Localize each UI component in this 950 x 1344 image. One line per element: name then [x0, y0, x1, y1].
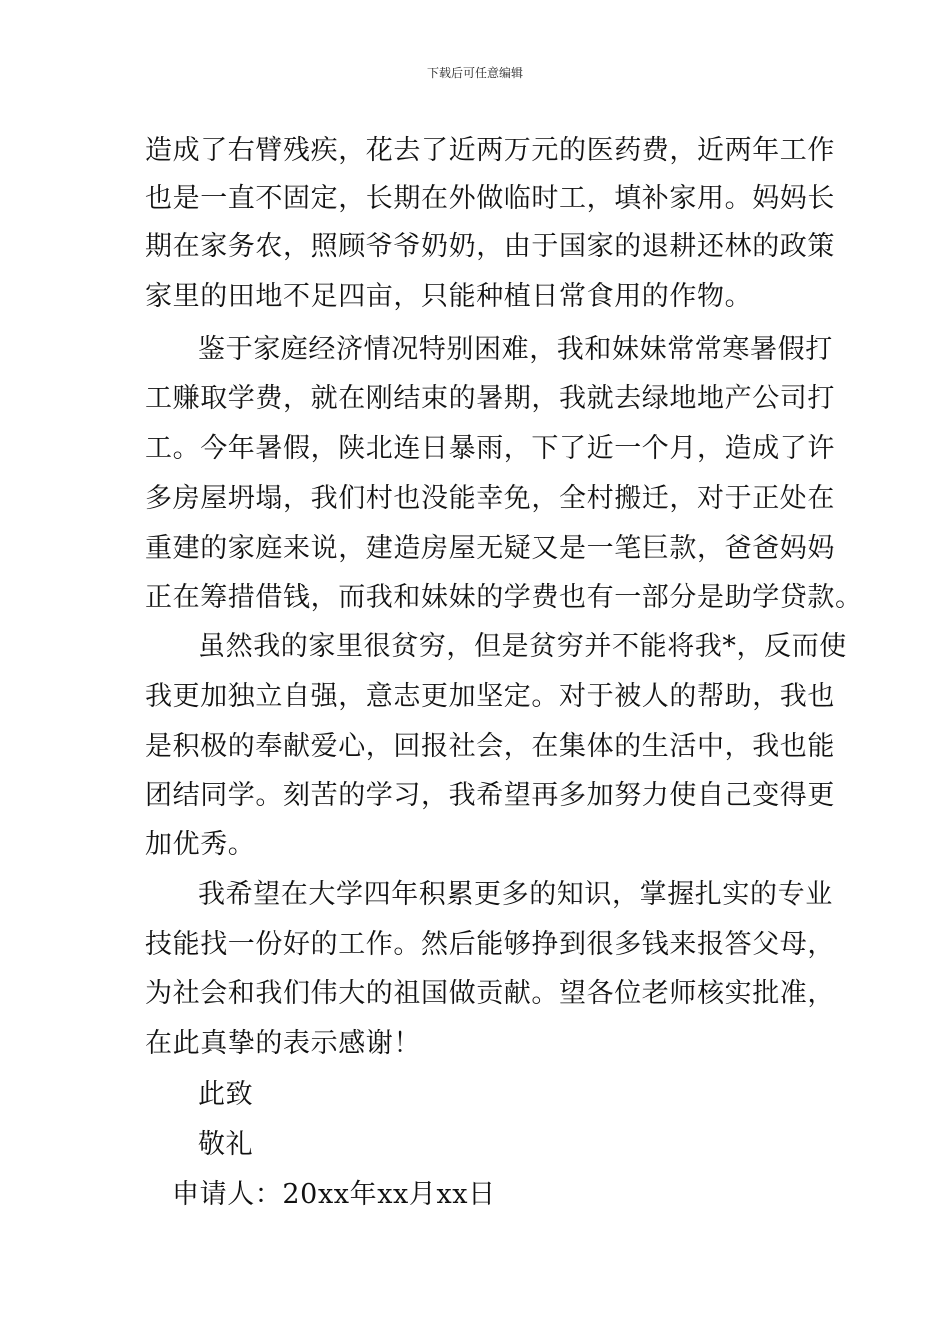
- body-line: 我更加独立自强，意志更加坚定。对于被人的帮助，我也: [145, 681, 835, 712]
- body-line: 团结同学。刻苦的学习，我希望再多加努力使自己变得更: [145, 780, 835, 811]
- paragraph-first-line: 虽然我的家里很贫穷，但是贫穷并不能将我*，反而使: [198, 631, 847, 662]
- body-line: 多房屋坍塌，我们村也没能幸免，全村搬迁，对于正处在: [145, 483, 835, 514]
- body-line: 重建的家庭来说，建造房屋无疑又是一笔巨款，爸爸妈妈: [145, 533, 835, 564]
- closing-salutation: 此致: [198, 1079, 254, 1110]
- body-line: 造成了右臂残疾，花去了近两万元的医药费，近两年工作: [145, 135, 835, 166]
- paragraph-first-line: 我希望在大学四年积累更多的知识，掌握扎实的专业: [198, 879, 833, 910]
- body-line: 工赚取学费，就在刚结束的暑期，我就去绿地地产公司打: [145, 383, 835, 414]
- applicant-signature-date: 申请人：20xx年xx月xx日: [172, 1179, 496, 1210]
- body-line: 也是一直不固定，长期在外做临时工，填补家用。妈妈长: [145, 183, 835, 214]
- body-line: 工。今年暑假，陕北连日暴雨，下了近一个月，造成了许: [145, 433, 835, 464]
- body-line: 正在筹措借钱，而我和妹妹的学费也有一部分是助学贷款。: [145, 582, 863, 613]
- paragraph-first-line: 鉴于家庭经济情况特别困难，我和妹妹常常寒暑假打: [198, 334, 833, 365]
- body-line: 为社会和我们伟大的祖国做贡献。望各位老师核实批准，: [145, 978, 835, 1009]
- body-line: 家里的田地不足四亩，只能种植日常食用的作物。: [145, 281, 753, 312]
- body-line: 期在家务农，照顾爷爷奶奶，由于国家的退耕还林的政策: [145, 231, 835, 262]
- closing-regards: 敬礼: [198, 1129, 254, 1160]
- body-line: 加优秀。: [145, 829, 256, 860]
- body-line: 在此真挚的表示感谢！: [145, 1028, 421, 1059]
- body-line: 是积极的奉献爱心，回报社会，在集体的生活中，我也能: [145, 731, 835, 762]
- body-line: 技能找一份好的工作。然后能够挣到很多钱来报答父母，: [145, 929, 835, 960]
- page-header-note: 下载后可任意编辑: [426, 66, 523, 80]
